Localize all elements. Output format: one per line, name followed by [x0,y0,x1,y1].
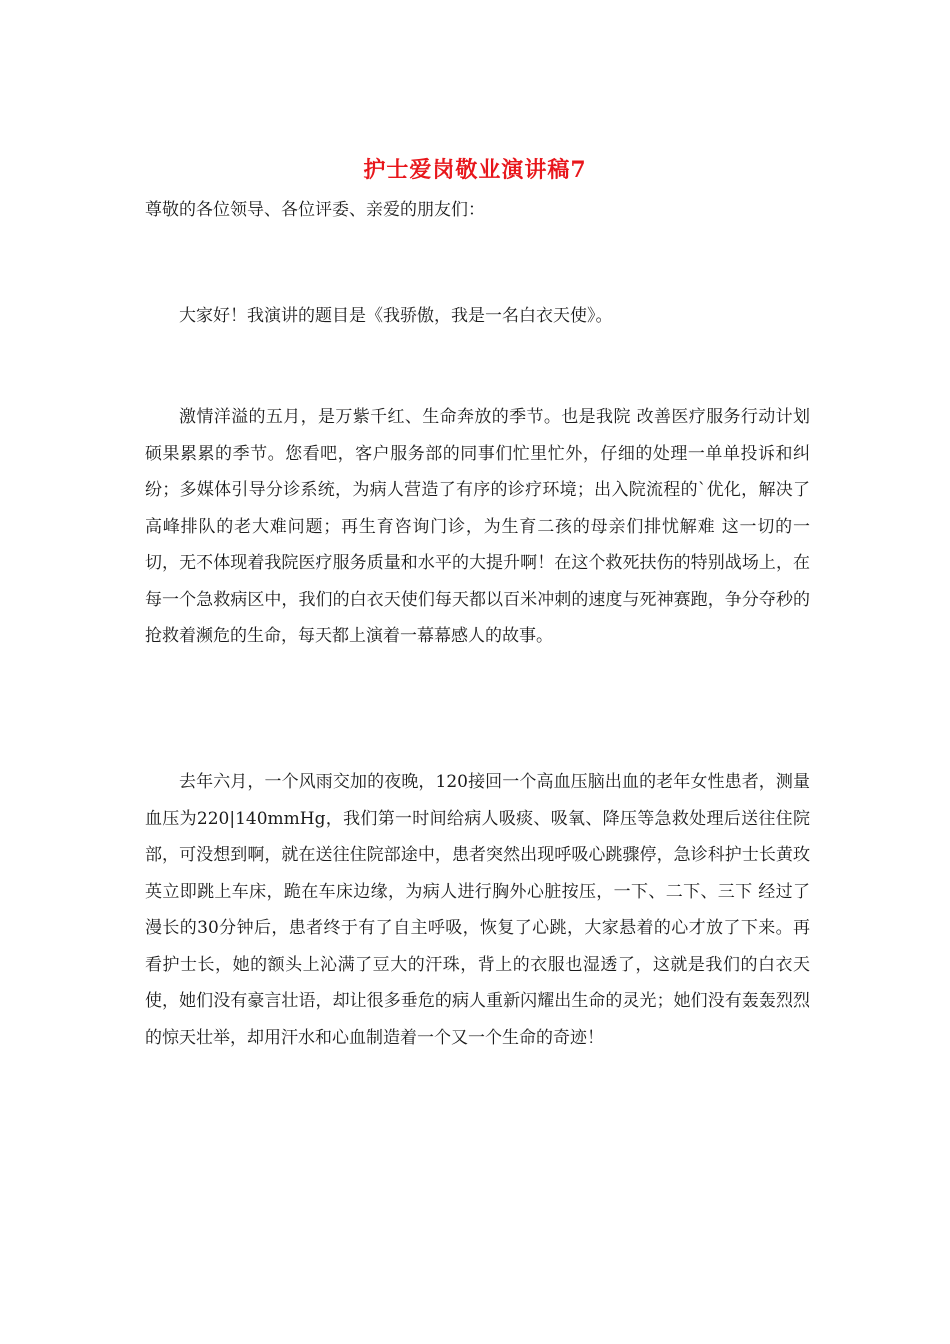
salutation: 尊敬的各位领导、各位评委、亲爱的朋友们： [145,200,485,220]
paragraph-intro: 大家好！我演讲的题目是《我骄傲，我是一名白衣天使》。 [179,306,613,326]
paragraph-june: 去年六月，一个风雨交加的夜晚，120接回一个高血压脑出血的老年女性患者，测量血压为220|140mmHg，我们第一时间给病人吸痰、吸氧、降压等急救处理后送往住院部，可没想到啊，就在送往住院部途中，患者突然出现呼吸心跳骤停，急诊科护士长黄玫英立即跳上车床，跪在车床边缘，为病人进行胸外心脏按压，一下、二下、三下 经过了漫长的30分钟后，患者终于有了自主呼吸，恢复了心跳，大家悬着的心才放了下来。再看护士长，她的额头上沁满了豆大的汗珠，背上的衣服也湿透了，这就是我们的白衣天使，她们没有豪言壮语，却让很多垂危的病人重新闪耀出生命的灵光；她们没有轰轰烈烈的惊天壮举，却用汗水和心血制造着一个又一个生命的奇迹！ [145,772,810,1048]
paragraph-may: 激情洋溢的五月，是万紫千红、生命奔放的季节。也是我院 改善医疗服务行动计划 硕果累累的季节。您看吧，客户服务部的同事们忙里忙外，仔细的处理一单单投诉和纠纷；多媒体引导分诊系统，为病人营造了有序的诊疗环境；出入院流程的`优化，解决了高峰排队的老大难问题；再生育咨询门诊，为生育二孩的母亲们排忧解难 这一切的一切，无不体现着我院医疗服务质量和水平的大提升啊！在这个救死扶伤的特别战场上，在每一个急救病区中，我们的白衣天使们每天都以百米冲刺的速度与死神赛跑，争分夺秒的抢救着濒危的生命，每天都上演着一幕幕感人的故事。 [145,407,810,646]
document-title: 护士爱岗敬业演讲稿7 [363,157,587,183]
